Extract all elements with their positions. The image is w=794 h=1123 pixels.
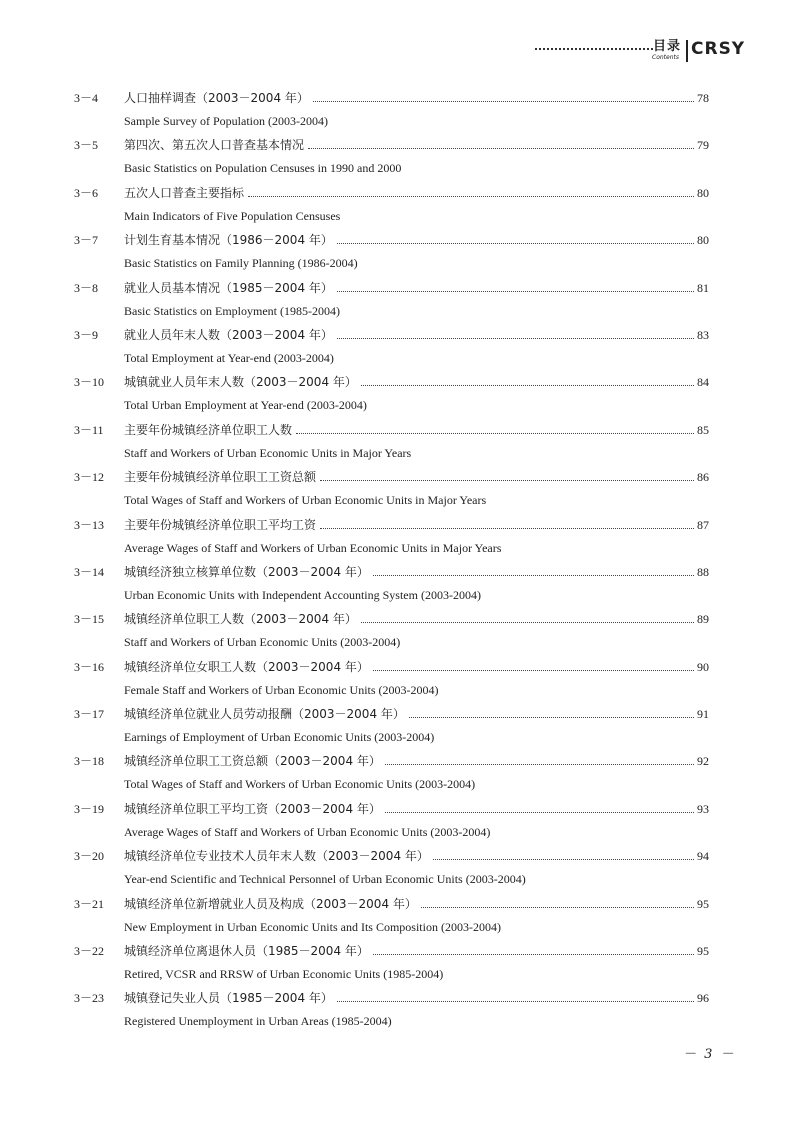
toc-entry[interactable] xyxy=(0,658,794,705)
toc-entry-title-cn: 城镇经济单位职工工资总额（2003－2004 年） xyxy=(124,754,381,769)
toc-entry-title-line xyxy=(124,423,709,437)
toc-entry-title-cn: 城镇经济单位女职工人数（2003－2004 年） xyxy=(124,659,369,674)
toc-entry-cn-row xyxy=(0,89,794,107)
header-dotted-rule xyxy=(535,48,653,50)
toc-entry-title-en: Female Staff and Workers of Urban Economic Units (2003-2004) xyxy=(124,682,439,697)
toc-entry-title-line xyxy=(124,281,709,295)
toc-entry-number: 3－16 xyxy=(74,659,105,674)
toc-entry-cn-row xyxy=(0,279,794,297)
toc-entry-title-cn: 城镇就业人员年末人数（2003－2004 年） xyxy=(124,375,357,390)
toc-entry-title-en: Staff and Workers of Urban Economic Units (2003-2004) xyxy=(124,635,401,650)
toc-entry-title-en: Total Employment at Year-end (2003-2004) xyxy=(124,350,334,365)
toc-leader-dots xyxy=(361,621,694,623)
toc-entry-number: 3－6 xyxy=(74,185,99,200)
toc-entry-title-en: Basic Statistics on Family Planning (1986-2004) xyxy=(124,256,358,271)
toc-leader-dots xyxy=(320,527,694,529)
toc-entry-title-line xyxy=(124,375,709,389)
toc-entry-title-line xyxy=(124,897,709,911)
toc-entry-cn-row xyxy=(0,421,794,439)
toc-entry-cn-row xyxy=(0,136,794,154)
toc-entry[interactable] xyxy=(0,610,794,657)
toc-leader-dots xyxy=(337,337,694,339)
toc-entry-page[interactable]: 86 xyxy=(697,470,709,485)
toc-entry-title-en: Earnings of Employment of Urban Economic Units (2003-2004) xyxy=(124,730,435,745)
toc-entry-title-cn: 城镇经济单位新增就业人员及构成（2003－2004 年） xyxy=(124,896,417,911)
toc-entry-page[interactable]: 79 xyxy=(697,138,709,153)
toc-entry-title-en: Retired, VCSR and RRSW of Urban Economic Units (1985-2004) xyxy=(124,967,444,982)
toc-leader-dots xyxy=(296,432,694,434)
toc-entry-title-en: Average Wages of Staff and Workers of Urban Economic Units (2003-2004) xyxy=(124,824,491,839)
toc-leader-dots xyxy=(337,1000,694,1002)
toc-entry-title-en: Basic Statistics on Employment (1985-2004) xyxy=(124,303,340,318)
toc-entry-page[interactable]: 78 xyxy=(697,91,709,105)
toc-entry-title-line xyxy=(124,470,709,484)
toc-entry-title-line xyxy=(124,518,709,532)
toc-entry-title-cn: 城镇经济单位职工人数（2003－2004 年） xyxy=(124,612,357,627)
toc-entry-number: 3－11 xyxy=(74,422,104,437)
toc-entry-title-en: Total Wages of Staff and Workers of Urban Economic Units (2003-2004) xyxy=(124,777,476,792)
toc-entry-title-cn: 城镇经济单位离退休人员（1985－2004 年） xyxy=(124,944,369,959)
toc-entry-title-en: Total Urban Employment at Year-end (2003-2004) xyxy=(124,398,367,413)
header-contents-cn: 目录 xyxy=(653,39,682,54)
toc-entry-number: 3－5 xyxy=(74,138,99,153)
toc-entry-page[interactable]: 89 xyxy=(697,612,709,627)
toc-leader-dots xyxy=(421,906,694,908)
toc-entry-title-cn: 城镇经济单位专业技术人员年末人数（2003－2004 年） xyxy=(124,849,429,864)
toc-entry-number: 3－14 xyxy=(74,564,105,579)
toc-entry-title-cn: 城镇经济单位就业人员劳动报酬（2003－2004 年） xyxy=(124,707,405,722)
toc-entry[interactable] xyxy=(0,705,794,752)
toc-entry-title-en: Main Indicators of Five Population Censuses xyxy=(124,208,341,223)
toc-leader-dots xyxy=(320,479,694,481)
toc-entry-number: 3－23 xyxy=(74,991,105,1006)
toc-entry-cn-row xyxy=(0,752,794,770)
toc-entry-page[interactable]: 95 xyxy=(697,896,709,911)
toc-entry[interactable] xyxy=(0,800,794,847)
toc-entry-title-line xyxy=(124,707,709,721)
toc-entry-title-line xyxy=(124,138,709,152)
toc-entry-title-line xyxy=(124,233,709,247)
toc-entry-page[interactable]: 84 xyxy=(697,375,709,390)
toc-leader-dots xyxy=(409,716,694,718)
toc-entry[interactable] xyxy=(0,989,794,1036)
toc-entry-page[interactable]: 92 xyxy=(697,754,709,769)
toc-entry-cn-row xyxy=(0,231,794,249)
toc-entry-page[interactable]: 90 xyxy=(697,659,709,674)
toc-entry-cn-row xyxy=(0,563,794,581)
toc-entry[interactable] xyxy=(0,279,794,326)
table-of-contents xyxy=(0,89,794,1037)
toc-entry-cn-row xyxy=(0,942,794,960)
toc-entry-page[interactable]: 88 xyxy=(697,564,709,579)
toc-entry-title-cn: 主要年份城镇经济单位职工人数 xyxy=(124,422,293,437)
toc-entry[interactable] xyxy=(0,563,794,610)
header-brand-logo: CRSY xyxy=(691,39,746,59)
toc-entry[interactable] xyxy=(0,752,794,799)
toc-entry-title-cn: 城镇经济单位职工平均工资（2003－2004 年） xyxy=(124,801,381,816)
toc-entry-title-line xyxy=(124,186,709,200)
toc-entry-number: 3－10 xyxy=(74,375,105,390)
toc-entry-cn-row xyxy=(0,705,794,723)
toc-entry-title-line xyxy=(124,754,709,768)
toc-entry[interactable] xyxy=(0,516,794,563)
toc-entry-cn-row xyxy=(0,895,794,913)
toc-entry-title-en: New Employment in Urban Economic Units and Its Composition (2003-2004) xyxy=(124,919,501,934)
toc-entry-page[interactable]: 93 xyxy=(697,801,709,816)
toc-entry-title-cn: 人口抽样调查（2003－2004 年） xyxy=(124,91,309,105)
toc-entry-title-en: Total Wages of Staff and Workers of Urban Economic Units in Major Years xyxy=(124,493,487,508)
toc-entry-number: 3－17 xyxy=(74,707,105,722)
toc-entry-number: 3－22 xyxy=(74,944,105,959)
toc-leader-dots xyxy=(373,953,694,955)
toc-entry-title-line xyxy=(124,944,709,958)
toc-entry-title-cn: 计划生育基本情况（1986－2004 年） xyxy=(124,233,333,248)
toc-entry-cn-row xyxy=(0,989,794,1007)
toc-entry-title-line xyxy=(124,991,709,1005)
toc-entry-page[interactable]: 95 xyxy=(697,944,709,959)
toc-entry-cn-row xyxy=(0,610,794,628)
toc-entry[interactable] xyxy=(0,421,794,468)
toc-entry-number: 3－8 xyxy=(74,280,99,295)
toc-entry-title-line xyxy=(124,328,709,342)
toc-entry-title-en: Average Wages of Staff and Workers of Urban Economic Units in Major Years xyxy=(124,540,502,555)
toc-entry-cn-row xyxy=(0,468,794,486)
page-number: － 3 － xyxy=(683,1047,736,1062)
toc-entry-cn-row xyxy=(0,658,794,676)
toc-entry-number: 3－19 xyxy=(74,801,105,816)
toc-entry[interactable] xyxy=(0,326,794,373)
toc-entry-title-cn: 城镇经济独立核算单位数（2003－2004 年） xyxy=(124,564,369,579)
toc-entry-title-cn: 主要年份城镇经济单位职工工资总额 xyxy=(124,470,317,485)
toc-entry-page[interactable]: 81 xyxy=(697,280,709,295)
toc-entry-title-line xyxy=(124,660,709,674)
toc-entry-title-cn: 城镇登记失业人员（1985－2004 年） xyxy=(124,991,333,1006)
toc-entry-number: 3－21 xyxy=(74,896,105,911)
toc-leader-dots xyxy=(308,147,694,149)
toc-entry[interactable] xyxy=(0,468,794,515)
toc-leader-dots xyxy=(361,384,694,386)
toc-entry-cn-row xyxy=(0,516,794,534)
toc-entry-title-cn: 主要年份城镇经济单位职工平均工资 xyxy=(124,517,317,532)
toc-entry-page[interactable]: 96 xyxy=(697,991,709,1006)
toc-entry-cn-row xyxy=(0,373,794,391)
toc-entry-cn-row xyxy=(0,800,794,818)
toc-entry-title-line xyxy=(124,802,709,816)
toc-leader-dots xyxy=(385,811,694,813)
toc-entry[interactable] xyxy=(0,231,794,278)
toc-entry-number: 3－20 xyxy=(74,849,105,864)
toc-entry-cn-row xyxy=(0,326,794,344)
toc-entry[interactable] xyxy=(0,847,794,894)
toc-entry-title-en: Basic Statistics on Population Censuses in 1990 and 2000 xyxy=(124,161,402,176)
toc-leader-dots xyxy=(337,242,694,244)
toc-leader-dots xyxy=(248,195,694,197)
toc-entry[interactable] xyxy=(0,942,794,989)
toc-entry-number: 3－13 xyxy=(74,517,105,532)
toc-entry-title-cn: 第四次、第五次人口普查基本情况 xyxy=(124,138,305,153)
header-contents-en: Contents xyxy=(652,54,679,61)
toc-entry-number: 3－15 xyxy=(74,612,105,627)
toc-entry-page[interactable]: 83 xyxy=(697,327,709,342)
toc-entry-page[interactable]: 91 xyxy=(697,707,709,722)
toc-entry-number: 3－4 xyxy=(74,91,99,105)
toc-entry-title-line xyxy=(124,849,709,863)
toc-entry-title-cn: 五次人口普查主要指标 xyxy=(124,185,245,200)
toc-entry-cn-row xyxy=(0,847,794,865)
toc-entry-title-cn: 就业人员年末人数（2003－2004 年） xyxy=(124,327,333,342)
toc-entry-title-line xyxy=(124,612,709,626)
toc-leader-dots xyxy=(385,763,694,765)
toc-leader-dots xyxy=(373,669,694,671)
toc-entry-cn-row xyxy=(0,184,794,202)
toc-leader-dots xyxy=(433,858,694,860)
toc-leader-dots xyxy=(337,290,694,292)
toc-entry[interactable] xyxy=(0,136,794,183)
toc-entry-number: 3－9 xyxy=(74,327,99,342)
toc-entry-title-en: Registered Unemployment in Urban Areas (1985-2004) xyxy=(124,1014,392,1029)
toc-entry-title-en: Year-end Scientific and Technical Personnel of Urban Economic Units (2003-2004) xyxy=(124,872,526,887)
header-divider xyxy=(686,40,688,62)
toc-entry-title-en: Staff and Workers of Urban Economic Units in Major Years xyxy=(124,445,412,460)
toc-entry-page[interactable]: 80 xyxy=(697,233,709,248)
toc-entry-title-en: Sample Survey of Population (2003-2004) xyxy=(124,114,328,128)
toc-entry[interactable] xyxy=(0,895,794,942)
toc-entry-number: 3－7 xyxy=(74,233,99,248)
toc-entry-page[interactable]: 85 xyxy=(697,422,709,437)
page-header xyxy=(535,39,746,66)
toc-entry-title-en: Urban Economic Units with Independent Accounting System (2003-2004) xyxy=(124,587,481,602)
toc-entry-number: 3－18 xyxy=(74,754,105,769)
toc-entry-page[interactable]: 87 xyxy=(697,517,709,532)
toc-entry-page[interactable]: 80 xyxy=(697,185,709,200)
toc-entry-title-cn: 就业人员基本情况（1985－2004 年） xyxy=(124,280,333,295)
toc-leader-dots xyxy=(313,100,694,102)
toc-entry-title-line xyxy=(124,565,709,579)
toc-entry-page[interactable]: 94 xyxy=(697,849,709,864)
toc-leader-dots xyxy=(373,574,694,576)
toc-entry[interactable] xyxy=(0,89,794,136)
toc-entry-title-line xyxy=(124,91,709,105)
toc-entry[interactable] xyxy=(0,373,794,420)
toc-entry[interactable] xyxy=(0,184,794,231)
toc-entry-number: 3－12 xyxy=(74,470,105,485)
